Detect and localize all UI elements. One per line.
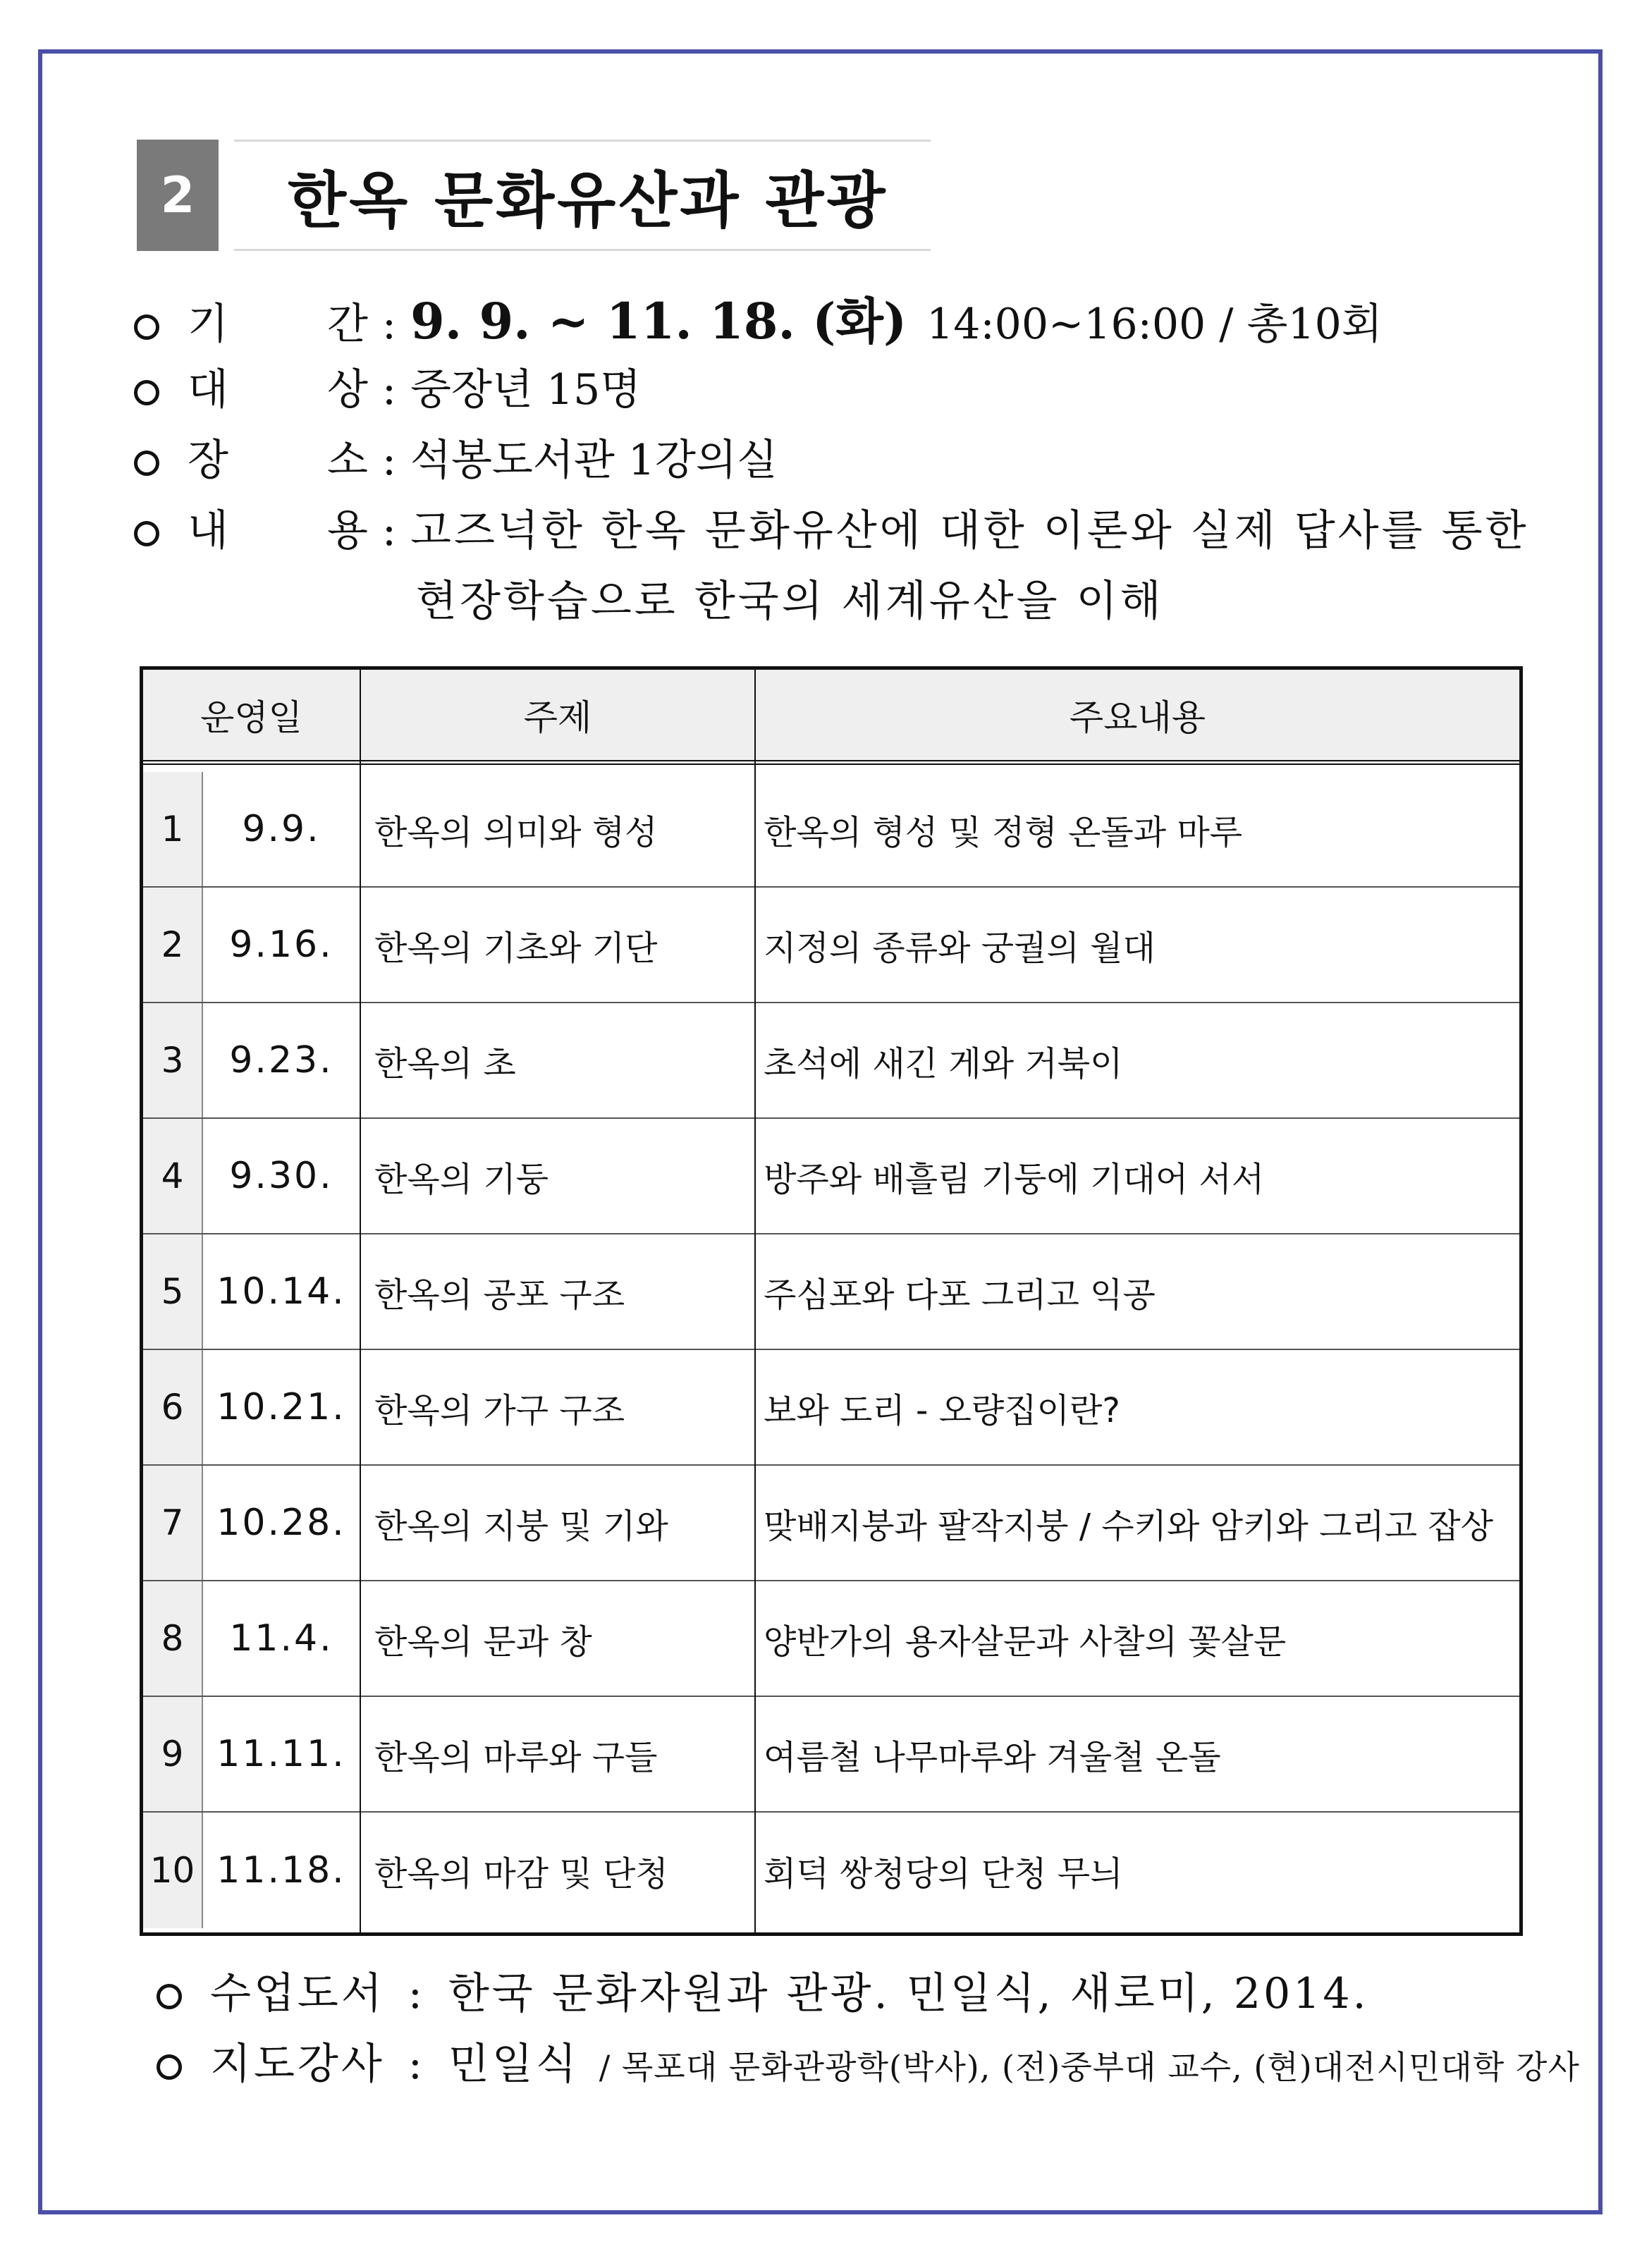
circle-bullet-icon: [134, 380, 159, 405]
circle-bullet-icon: [134, 314, 159, 340]
instructor-label: 지도강사: [210, 2040, 385, 2089]
row-date: 10.14.: [216, 1270, 346, 1313]
row-date: 11.4.: [229, 1617, 333, 1660]
circle-bullet-icon: [134, 521, 159, 546]
row-number: 2: [143, 888, 203, 1002]
row-desc: 주심포와 다포 그리고 익공: [764, 1275, 1156, 1315]
row-number: 3: [143, 1003, 203, 1117]
row-number: 8: [143, 1581, 203, 1696]
row-desc: 양반가의 용자살문과 사찰의 꽃살문: [764, 1622, 1287, 1662]
header-topic: 주제: [523, 697, 592, 738]
table-row: [143, 1813, 1519, 1928]
row-topic: 한옥의 기둥: [374, 1159, 549, 1199]
info-label: 장 소: [188, 436, 368, 485]
row-topic: 한옥의 초: [374, 1043, 516, 1084]
row-desc: 여름철 나무마루와 겨울철 온돌: [764, 1737, 1221, 1777]
schedule-body: [143, 772, 1519, 1932]
row-topic: 한옥의 공포 구조: [374, 1275, 625, 1315]
table-row: [143, 888, 1519, 1003]
row-date: 10.21.: [216, 1386, 346, 1428]
info-period: [134, 282, 1544, 353]
info-target: [134, 356, 1544, 417]
row-date: 9.16.: [229, 924, 333, 966]
info-colon: :: [381, 300, 397, 349]
row-number: 1: [143, 772, 203, 886]
row-number: 7: [143, 1466, 203, 1580]
row-desc: 맞배지붕과 팔작지붕 / 수키와 암키와 그리고 잡상: [764, 1506, 1494, 1546]
info-colon: :: [381, 506, 397, 556]
period-time: 14:00~16:00 / 총10회: [926, 300, 1383, 349]
row-number: 4: [143, 1119, 203, 1233]
circle-bullet-icon: [157, 2054, 182, 2080]
info-content: [134, 497, 1544, 558]
table-row: [143, 1466, 1519, 1581]
info-place: [134, 427, 1544, 487]
table-row: [143, 1003, 1519, 1119]
content-line-2: 현장학습으로 한국의 세계유산을 이해: [416, 577, 1164, 626]
column-divider: [360, 670, 361, 1932]
row-topic: 한옥의 의미와 형성: [374, 812, 658, 852]
row-desc: 회덕 쌍청당의 단청 무늬: [764, 1853, 1123, 1894]
row-number: 9: [143, 1697, 203, 1811]
header-date: 운영일: [200, 697, 302, 738]
content-line-1: 고즈넉한 한옥 문화유산에 대한 이론와 실제 답사를 통한: [410, 506, 1529, 556]
table-row: [143, 1350, 1519, 1466]
section-title: 한옥 문화유산과 관광: [288, 166, 888, 236]
footer-colon: :: [408, 2040, 425, 2089]
row-desc: 초석에 새긴 게와 거북이: [764, 1043, 1123, 1084]
table-row: [143, 1581, 1519, 1697]
header-desc: 주요내용: [1069, 697, 1206, 738]
book-label: 수업도서: [210, 1969, 385, 2018]
section-title-box: [234, 140, 931, 251]
row-topic: 한옥의 문과 창: [374, 1622, 592, 1662]
row-topic: 한옥의 마루와 구들: [374, 1737, 658, 1777]
target-value: 중장년 15명: [410, 365, 642, 415]
table-row: [143, 772, 1519, 888]
row-date: 11.18.: [216, 1849, 346, 1892]
info-colon: :: [381, 365, 397, 415]
row-date: 11.11.: [216, 1733, 346, 1775]
row-number: 6: [143, 1350, 203, 1464]
info-label: 기 간: [188, 300, 368, 349]
info-label: 대 상: [188, 365, 368, 415]
row-number: 10: [143, 1813, 203, 1928]
row-desc: 한옥의 형성 및 정형 온돌과 마루: [764, 812, 1243, 852]
info-colon: :: [381, 436, 397, 485]
circle-bullet-icon: [157, 1984, 182, 2009]
row-desc: 지정의 종류와 궁궐의 월대: [764, 928, 1156, 968]
row-number: 5: [143, 1234, 203, 1349]
row-topic: 한옥의 가구 구조: [374, 1390, 625, 1430]
row-desc: 방주와 배흘림 기둥에 기대어 서서: [764, 1159, 1265, 1199]
instructor-name: 민일식: [448, 2040, 580, 2089]
table-row: [143, 1697, 1519, 1813]
circle-bullet-icon: [134, 450, 159, 476]
period-dates: 9. 9. ~ 11. 18. (화): [410, 292, 907, 350]
row-topic: 한옥의 마감 및 단청: [374, 1853, 668, 1894]
info-label: 내 용: [188, 506, 368, 556]
book-value: 한국 문화자원과 관광. 민일식, 새로미, 2014.: [448, 1969, 1369, 2018]
row-topic: 한옥의 지붕 및 기와: [374, 1506, 668, 1546]
schedule-header: [143, 670, 1519, 765]
row-date: 9.23.: [229, 1039, 333, 1081]
row-desc: 보와 도리 - 오량집이란?: [764, 1390, 1120, 1430]
section-number-badge: 2: [137, 140, 219, 251]
row-date: 9.9.: [242, 808, 321, 850]
row-date: 9.30.: [229, 1155, 333, 1197]
row-date: 10.28.: [216, 1502, 346, 1544]
column-divider: [754, 670, 756, 1932]
footer-colon: :: [408, 1969, 425, 2018]
schedule-table: [140, 666, 1523, 1936]
place-value: 석봉도서관 1강의실: [410, 436, 778, 485]
table-row: [143, 1234, 1519, 1350]
table-row: [143, 1119, 1519, 1234]
row-topic: 한옥의 기초와 기단: [374, 928, 658, 968]
instructor-detail: / 목포대 문화관광학(박사), (전)중부대 교수, (현)대전시민대학 강사: [599, 2048, 1580, 2086]
footer-instructor: [157, 2030, 1580, 2091]
footer-book: [157, 1960, 1369, 2021]
